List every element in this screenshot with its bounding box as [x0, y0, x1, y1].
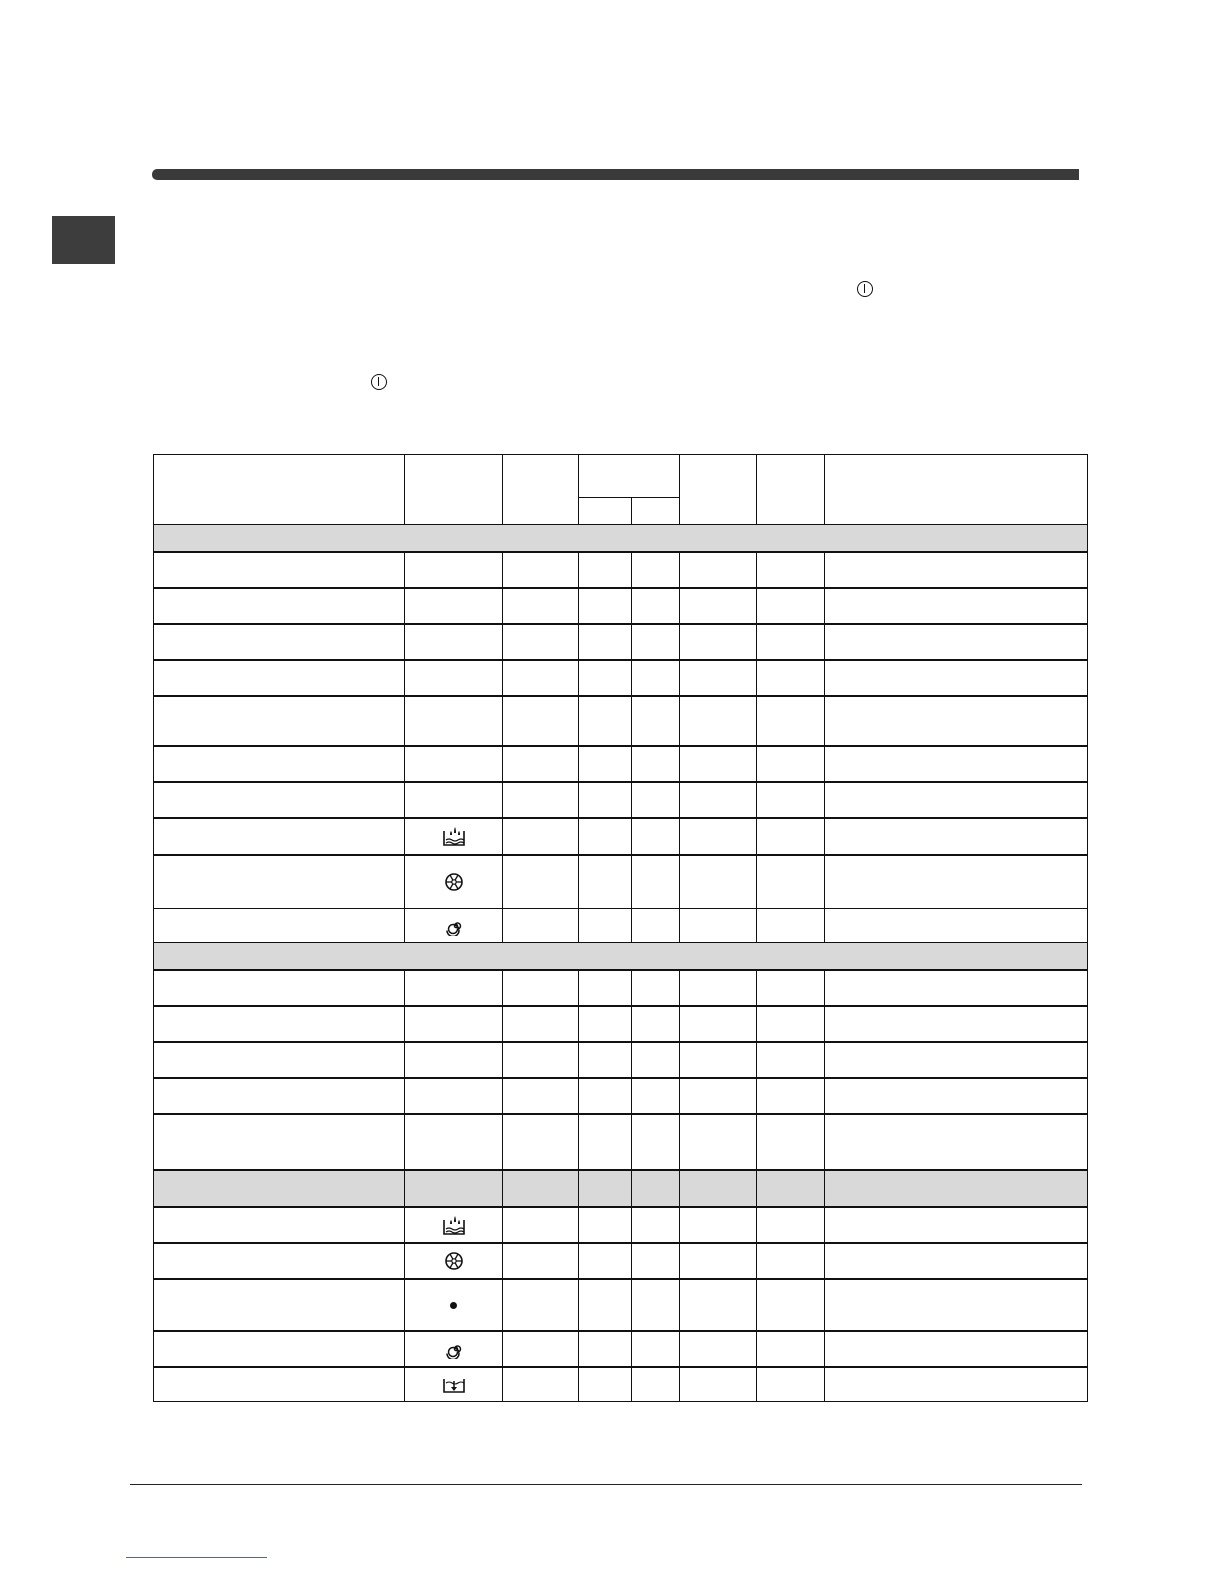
- table-cell: [757, 1170, 825, 1206]
- table-row: [154, 1243, 1088, 1279]
- table-cell: [757, 1114, 825, 1170]
- language-tab: [52, 216, 115, 264]
- table-cell: [405, 818, 503, 854]
- table-cell: [503, 970, 579, 1006]
- table-cell: [825, 1279, 1088, 1331]
- table-cell: [757, 1207, 825, 1243]
- table-cell: [405, 1367, 503, 1401]
- table-cell: [757, 660, 825, 696]
- table-cell: [579, 1367, 632, 1401]
- table-cell: [632, 1243, 680, 1279]
- table-cell: [405, 1042, 503, 1078]
- table-cell: [154, 696, 405, 746]
- table-cell: [405, 1006, 503, 1042]
- table-cell: [579, 1243, 632, 1279]
- spin-flower-icon: [444, 873, 464, 888]
- table-cell: [503, 552, 579, 588]
- spin-flower-icon: [444, 1252, 464, 1267]
- table-cell: [579, 970, 632, 1006]
- table-cell: [632, 1078, 680, 1114]
- table-cell: [680, 1331, 757, 1367]
- table-cell: [680, 1243, 757, 1279]
- header-subcell: [579, 498, 632, 525]
- table-cell: [680, 818, 757, 854]
- table-cell: [757, 909, 825, 943]
- table-cell: [632, 1170, 680, 1206]
- table-cell: [579, 909, 632, 943]
- table-cell: [757, 1279, 825, 1331]
- table-cell: [154, 1367, 405, 1401]
- table-cell: [680, 696, 757, 746]
- table-cell: [825, 1331, 1088, 1367]
- table-cell: [680, 1170, 757, 1206]
- table-row: [154, 818, 1088, 854]
- header-rule: [152, 169, 1079, 180]
- programme-table: [153, 454, 1088, 1402]
- table-row: [154, 1006, 1088, 1042]
- table-row: [154, 1170, 1088, 1206]
- table-cell: [825, 1243, 1088, 1279]
- table-cell: [825, 746, 1088, 782]
- table-cell: [503, 1042, 579, 1078]
- table-cell: [405, 855, 503, 909]
- table-section-row: [154, 943, 1088, 970]
- table-header: [154, 455, 1088, 525]
- table-cell: [825, 1078, 1088, 1114]
- table-cell: [405, 588, 503, 624]
- table-cell: [825, 970, 1088, 1006]
- table-cell: [680, 1114, 757, 1170]
- table-cell: [503, 818, 579, 854]
- table-cell: [154, 1078, 405, 1114]
- table-cell: [825, 588, 1088, 624]
- header-cell: [154, 455, 405, 525]
- table-cell: [579, 696, 632, 746]
- rinse-icon: [442, 828, 466, 843]
- section-cell: [154, 525, 1088, 552]
- table-cell: [757, 552, 825, 588]
- table-cell: [632, 1331, 680, 1367]
- table-cell: [757, 1006, 825, 1042]
- table-cell: [680, 1279, 757, 1331]
- table-cell: [503, 909, 579, 943]
- table-cell: [680, 1078, 757, 1114]
- table-cell: [825, 909, 1088, 943]
- table-cell: [579, 782, 632, 818]
- table-row: [154, 855, 1088, 909]
- table-row: [154, 552, 1088, 588]
- table-cell: [632, 909, 680, 943]
- table-cell: [825, 818, 1088, 854]
- table-cell: [632, 1006, 680, 1042]
- table-cell: [579, 624, 632, 660]
- table-cell: [154, 1243, 405, 1279]
- table-cell: [632, 1207, 680, 1243]
- table-cell: [405, 696, 503, 746]
- table-cell: [680, 1207, 757, 1243]
- table-row: [154, 1078, 1088, 1114]
- table-cell: [757, 855, 825, 909]
- table-cell: [632, 818, 680, 854]
- table-cell: [825, 855, 1088, 909]
- header-cell: [503, 455, 579, 525]
- table-row: [154, 660, 1088, 696]
- table-cell: [154, 782, 405, 818]
- table-cell: [579, 552, 632, 588]
- table-cell: [757, 696, 825, 746]
- table-cell: [680, 855, 757, 909]
- table-row: [154, 588, 1088, 624]
- table-cell: [579, 746, 632, 782]
- table-cell: [154, 1006, 405, 1042]
- table-cell: [503, 1207, 579, 1243]
- table-row: [154, 1279, 1088, 1331]
- table-cell: [503, 1170, 579, 1206]
- rinse-icon: [442, 1216, 466, 1231]
- table-cell: [825, 1006, 1088, 1042]
- header-cell: [680, 455, 757, 525]
- table-cell: [154, 1114, 405, 1170]
- table-cell: [680, 660, 757, 696]
- table-cell: [757, 1331, 825, 1367]
- table-cell: [757, 588, 825, 624]
- table-cell: [825, 696, 1088, 746]
- table-cell: [579, 818, 632, 854]
- table-cell: [154, 818, 405, 854]
- dot-icon: [450, 1297, 457, 1312]
- table-cell: [579, 1279, 632, 1331]
- table-cell: [680, 782, 757, 818]
- table-cell: [825, 1207, 1088, 1243]
- spiral-icon: [444, 917, 464, 932]
- table-cell: [632, 624, 680, 660]
- table-cell: [680, 1042, 757, 1078]
- table-section-row: [154, 525, 1088, 552]
- table-cell: [680, 1367, 757, 1401]
- table-cell: [757, 1243, 825, 1279]
- table-cell: [154, 1042, 405, 1078]
- table-cell: [680, 552, 757, 588]
- table-cell: [154, 588, 405, 624]
- footer-rule: [130, 1484, 1082, 1485]
- table-cell: [632, 696, 680, 746]
- table-cell: [632, 1114, 680, 1170]
- table-cell: [503, 1243, 579, 1279]
- table-cell: [405, 1243, 503, 1279]
- table-cell: [405, 552, 503, 588]
- table-cell: [757, 1042, 825, 1078]
- table-cell: [632, 746, 680, 782]
- table-cell: [825, 782, 1088, 818]
- table-cell: [825, 624, 1088, 660]
- table-cell: [154, 1207, 405, 1243]
- table-body: [154, 525, 1088, 1402]
- table-row: [154, 696, 1088, 746]
- table-cell: [632, 1279, 680, 1331]
- table-cell: [154, 746, 405, 782]
- table-cell: [632, 970, 680, 1006]
- table-row: [154, 1114, 1088, 1170]
- table-cell: [680, 970, 757, 1006]
- table-cell: [154, 970, 405, 1006]
- table-cell: [503, 696, 579, 746]
- table-row: [154, 782, 1088, 818]
- table-cell: [503, 746, 579, 782]
- table-cell: [405, 782, 503, 818]
- table-cell: [154, 1279, 405, 1331]
- table-cell: [405, 1331, 503, 1367]
- table-row: [154, 1331, 1088, 1367]
- table-cell: [632, 1042, 680, 1078]
- table-cell: [503, 660, 579, 696]
- table-cell: [757, 1367, 825, 1401]
- table-cell: [405, 1114, 503, 1170]
- table-cell: [503, 855, 579, 909]
- table-row: [154, 624, 1088, 660]
- header-cell: [405, 455, 503, 525]
- table-cell: [503, 1367, 579, 1401]
- table-cell: [825, 1367, 1088, 1401]
- table-cell: [405, 970, 503, 1006]
- table-cell: [825, 1042, 1088, 1078]
- table-row: [154, 1207, 1088, 1243]
- table-cell: [579, 1207, 632, 1243]
- section-cell: [154, 943, 1088, 970]
- table-cell: [405, 660, 503, 696]
- header-cell: [757, 455, 825, 525]
- table-cell: [579, 588, 632, 624]
- table-cell: [757, 746, 825, 782]
- table-cell: [579, 660, 632, 696]
- table-cell: [825, 1114, 1088, 1170]
- table-cell: [405, 909, 503, 943]
- table-cell: [579, 1042, 632, 1078]
- table-cell: [503, 1114, 579, 1170]
- table-cell: [405, 1279, 503, 1331]
- table-cell: [154, 624, 405, 660]
- table-cell: [680, 1006, 757, 1042]
- table-cell: [825, 552, 1088, 588]
- table-cell: [825, 660, 1088, 696]
- table-cell: [579, 1114, 632, 1170]
- table-cell: [579, 1006, 632, 1042]
- table-cell: [405, 746, 503, 782]
- table-cell: [825, 1170, 1088, 1206]
- table-cell: [154, 855, 405, 909]
- table-cell: [503, 1331, 579, 1367]
- drain-icon: [442, 1376, 466, 1391]
- table-cell: [632, 588, 680, 624]
- table-cell: [503, 1279, 579, 1331]
- table-cell: [757, 1078, 825, 1114]
- table-cell: [757, 818, 825, 854]
- table-cell: [680, 746, 757, 782]
- table-cell: [632, 552, 680, 588]
- table-cell: [503, 588, 579, 624]
- table-cell: [405, 1207, 503, 1243]
- power-icon: [371, 374, 387, 390]
- table-cell: [579, 1331, 632, 1367]
- table-cell: [579, 1078, 632, 1114]
- header-subcell: [632, 498, 680, 525]
- table-cell: [503, 624, 579, 660]
- table-cell: [632, 855, 680, 909]
- table-cell: [503, 1006, 579, 1042]
- table-cell: [680, 624, 757, 660]
- table-row: [154, 1042, 1088, 1078]
- table-row: [154, 746, 1088, 782]
- table-cell: [503, 1078, 579, 1114]
- table-cell: [757, 624, 825, 660]
- table-cell: [757, 782, 825, 818]
- table-cell: [503, 782, 579, 818]
- table-cell: [757, 970, 825, 1006]
- table-cell: [154, 552, 405, 588]
- table-cell: [632, 1367, 680, 1401]
- table-row: [154, 970, 1088, 1006]
- table-cell: [579, 855, 632, 909]
- table-cell: [154, 909, 405, 943]
- spiral-icon: [444, 1340, 464, 1355]
- table-cell: [154, 660, 405, 696]
- table-cell: [632, 660, 680, 696]
- table-cell: [405, 624, 503, 660]
- power-icon: [857, 281, 873, 297]
- header-cell: [579, 455, 680, 498]
- table-cell: [680, 909, 757, 943]
- table-cell: [154, 1331, 405, 1367]
- footer-link-underline[interactable]: [126, 1557, 267, 1558]
- header-cell: [825, 455, 1088, 525]
- table-row: [154, 909, 1088, 943]
- table-cell: [154, 1170, 405, 1206]
- table-cell: [632, 782, 680, 818]
- table-cell: [680, 588, 757, 624]
- table-cell: [405, 1078, 503, 1114]
- table-row: [154, 1367, 1088, 1401]
- table-cell: [579, 1170, 632, 1206]
- table-cell: [405, 1170, 503, 1206]
